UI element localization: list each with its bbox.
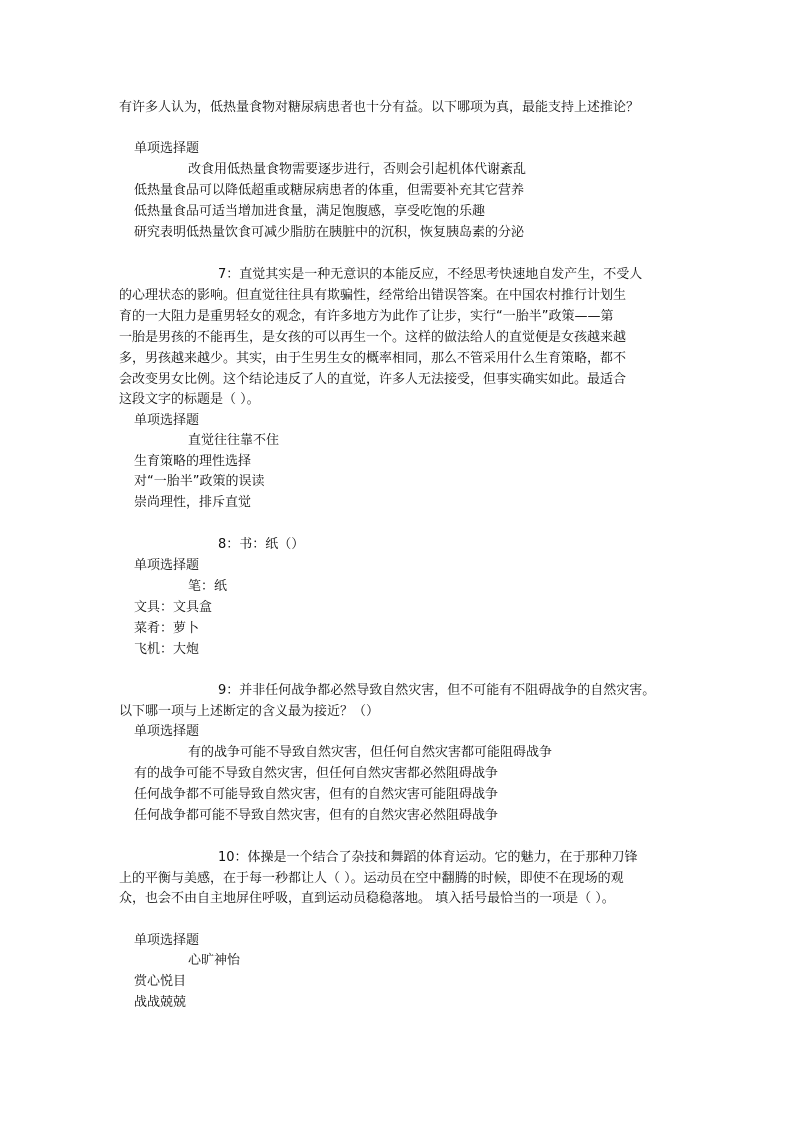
q6-option-d: 研究表明低热量饮食可减少脂肪在胰脏中的沉积，恢复胰岛素的分泌 [134,225,525,240]
q10-option-b: 赏心悦目 [134,974,187,989]
q10-stem-line-3: 众，也会不由自主地屏住呼吸，直到运动员稳稳落地。 填入括号最恰当的一项是（ ）。 [119,891,615,906]
q7-stem-line-3: 育的一大阻力是重男轻女的观念，有许多地方为此作了让步，实行“一胎半”政策——第 [119,309,614,324]
q8-option-a: 笔：纸 [188,579,228,594]
q10-option-c: 战战兢兢 [134,995,187,1010]
q10-stem-line-1: 10：体操是一个结合了杂技和舞蹈的体育运动。它的魅力，在于那种刀锋 [218,850,638,865]
q7-stem-line-2: 的心理状态的影响。但直觉往往具有欺骗性，经常给出错误答案。在中国农村推行计划生 [119,288,627,303]
q9-stem-line-1: 9：并非任何战争都必然导致自然灾害，但不可能有不阻碍战争的自然灾害。 [218,683,656,698]
q8-option-b: 文具：文具盒 [134,600,213,615]
q10-type-label: 单项选择题 [134,933,200,948]
q9-type-label: 单项选择题 [134,724,200,739]
q6-option-a: 改食用低热量食物需要逐步进行，否则会引起机体代谢紊乱 [188,162,527,177]
q7-stem-line-6: 会改变男女比例。这个结论违反了人的直觉，许多人无法接受，但事实确实如此。最适合 [119,372,627,387]
q7-option-a: 直觉往往靠不住 [188,433,280,448]
q9-option-c: 任何战争都不可能导致自然灾害，但有的自然灾害可能阻碍战争 [134,787,499,802]
q7-stem-line-1: 7：直觉其实是一种无意识的本能反应，不经思考快速地自发产生，不受人 [218,267,643,282]
q9-stem-line-2: 以下哪一项与上述断定的含义最为接近？（） [119,704,380,719]
q9-option-d: 任何战争都可能不导致自然灾害，但有的自然灾害必然阻碍战争 [134,808,499,823]
q10-option-a: 心旷神怡 [188,953,241,968]
q7-type-label: 单项选择题 [134,413,200,428]
q9-option-a: 有的战争可能不导致自然灾害，但任何自然灾害都可能阻碍战争 [188,745,553,760]
q8-type-label: 单项选择题 [134,558,200,573]
q8-option-c: 菜肴：萝卜 [134,621,200,636]
q9-option-b: 有的战争可能不导致自然灾害，但任何自然灾害都必然阻碍战争 [134,766,499,781]
q6-type-label: 单项选择题 [134,141,200,156]
q8-option-d: 飞机：大炮 [134,642,200,657]
q7-option-c: 对“一胎半”政策的误读 [134,474,265,489]
q7-stem-line-4: 一胎是男孩的不能再生，是女孩的可以再生一个。这样的做法给人的直觉便是女孩越来越 [119,330,627,345]
q6-stem: 有许多人认为，低热量食物对糖尿病患者也十分有益。以下哪项为真，最能支持上述推论？ [119,100,640,115]
q10-stem-line-2: 上的平衡与美感，在于每一秒都让人（ ）。运动员在空中翻腾的时候，即使不在现场的观 [119,871,624,886]
q6-option-c: 低热量食品可适当增加进食量，满足饱腹感，享受吃饱的乐趣 [134,204,486,219]
q8-stem: 8：书：纸（） [218,537,305,552]
q7-stem-line-7: 这段文字的标题是（ ）。 [119,392,260,407]
q6-option-b: 低热量食品可以降低超重或糖尿病患者的体重，但需要补充其它营养 [134,183,525,198]
q7-option-d: 崇尚理性，排斥直觉 [134,495,252,510]
q7-option-b: 生育策略的理性选择 [134,454,252,469]
q7-stem-line-5: 多，男孩越来越少。其实，由于生男生女的概率相同，那么不管采用什么生育策略，都不 [119,351,627,366]
